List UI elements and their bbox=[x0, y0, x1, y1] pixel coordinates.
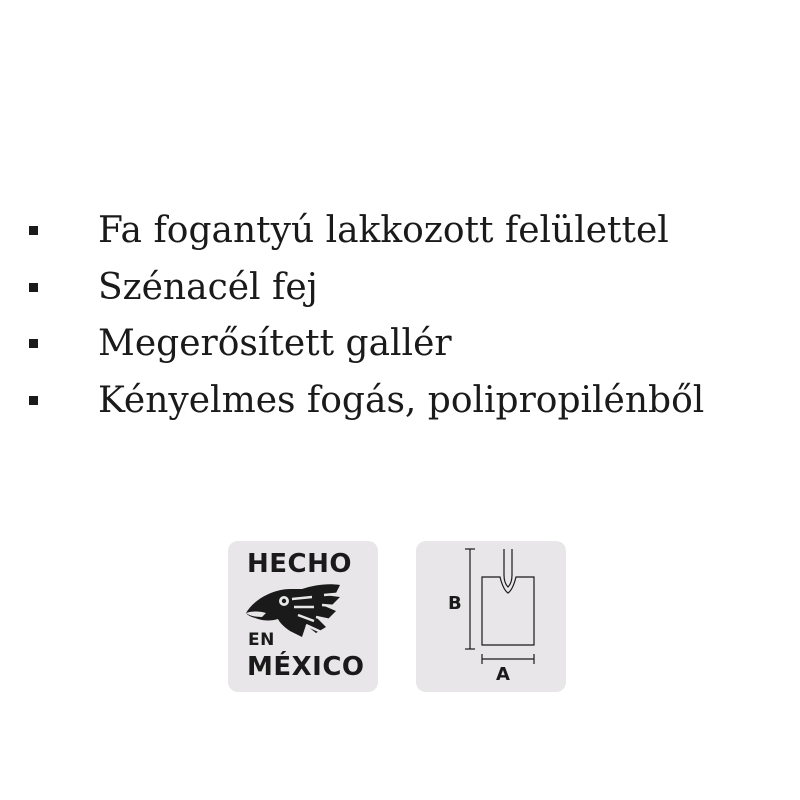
feature-item bbox=[0, 260, 800, 316]
feature-text: Fa fogantyú lakkozott felülettel bbox=[98, 210, 669, 251]
bullet-icon bbox=[29, 339, 38, 348]
feature-item bbox=[0, 316, 800, 372]
feature-item bbox=[0, 203, 800, 259]
badge-hecho-text: HECHO bbox=[247, 549, 352, 579]
badge-en-text: EN bbox=[248, 630, 275, 650]
made-in-mexico-badge bbox=[228, 541, 378, 692]
bullet-icon bbox=[29, 396, 38, 405]
feature-item bbox=[0, 373, 800, 429]
feature-text: Szénacél fej bbox=[98, 267, 318, 308]
badge-mexico-text: MÉXICO bbox=[247, 652, 365, 682]
bullet-icon bbox=[29, 226, 38, 235]
feature-text: Megerősített gallér bbox=[98, 323, 452, 364]
dimension-b-label: B bbox=[448, 593, 462, 614]
dimension-a-label: A bbox=[496, 664, 510, 685]
feature-text: Kényelmes fogás, polipropilénből bbox=[98, 380, 705, 421]
dimensions-badge bbox=[416, 541, 566, 692]
spade-dimension-icon bbox=[416, 541, 566, 692]
bullet-icon bbox=[29, 283, 38, 292]
